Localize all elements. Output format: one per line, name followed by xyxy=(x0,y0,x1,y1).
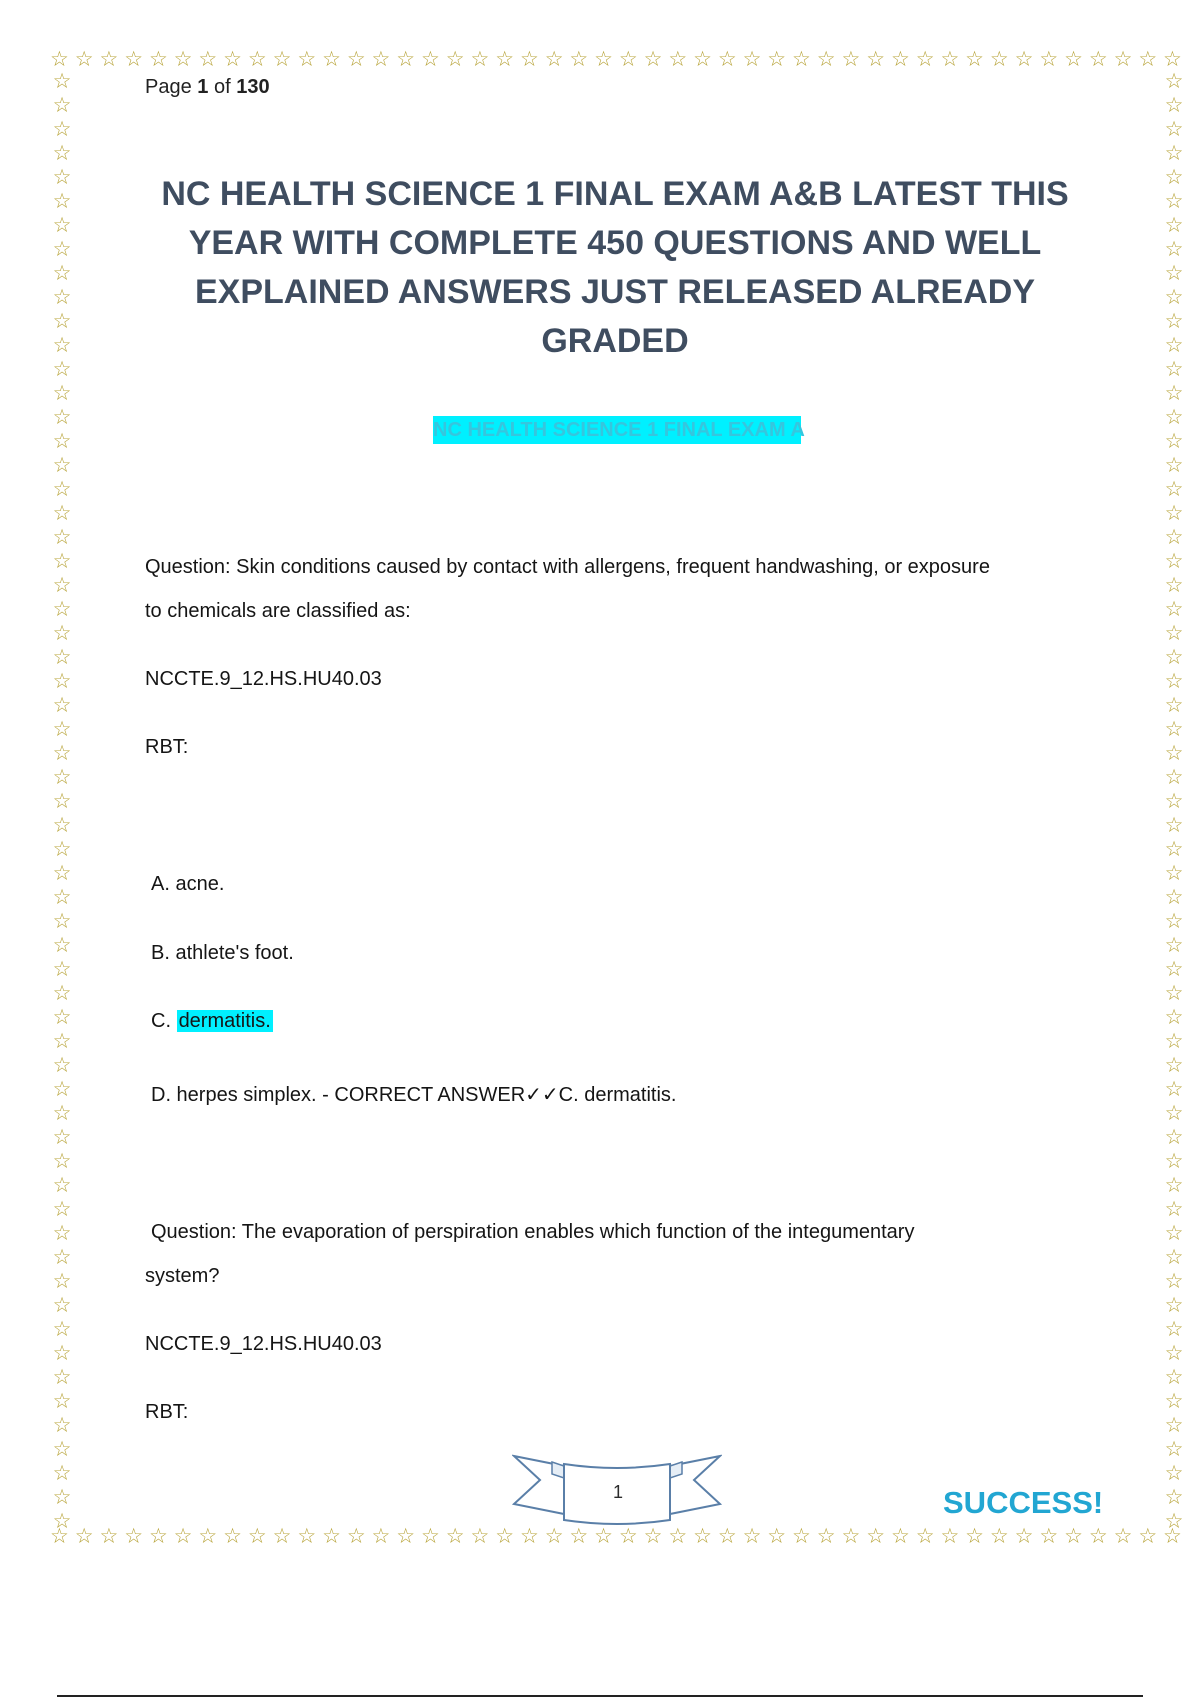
star-outline-icon xyxy=(421,1525,440,1549)
star-outline-icon xyxy=(1039,1525,1058,1549)
star-outline-icon xyxy=(53,454,72,478)
success-label: SUCCESS! xyxy=(943,1485,1104,1520)
star-outline-icon xyxy=(149,48,168,72)
star-outline-icon xyxy=(53,94,72,118)
star-outline-icon xyxy=(75,48,94,72)
star-outline-icon xyxy=(53,358,72,382)
star-outline-icon xyxy=(446,48,465,72)
star-outline-icon xyxy=(1165,1054,1184,1078)
star-outline-icon xyxy=(1165,478,1184,502)
question-1-option-b: B. athlete's foot. xyxy=(151,942,294,964)
star-outline-icon xyxy=(1165,1510,1184,1534)
star-outline-icon xyxy=(53,478,72,502)
star-outline-icon xyxy=(421,48,440,72)
star-outline-icon xyxy=(1165,1174,1184,1198)
star-outline-icon xyxy=(545,48,564,72)
star-outline-icon xyxy=(842,1525,861,1549)
star-outline-icon xyxy=(53,142,72,166)
star-outline-icon xyxy=(53,1366,72,1390)
star-outline-icon xyxy=(53,1126,72,1150)
star-outline-icon xyxy=(297,1525,316,1549)
star-outline-icon xyxy=(569,48,588,72)
star-outline-icon xyxy=(1165,1102,1184,1126)
star-outline-icon xyxy=(53,310,72,334)
question-2-line-1: Question: The evaporation of perspiration enables which function of the integumentary xyxy=(151,1221,915,1243)
star-outline-icon xyxy=(594,1525,613,1549)
star-outline-icon xyxy=(1165,454,1184,478)
star-outline-icon xyxy=(1015,48,1034,72)
star-outline-icon xyxy=(1064,1525,1083,1549)
star-outline-icon xyxy=(1165,958,1184,982)
star-outline-icon xyxy=(53,862,72,886)
star-outline-icon xyxy=(619,48,638,72)
section-heading: NC HEALTH SCIENCE 1 FINAL EXAM A xyxy=(433,416,801,444)
star-outline-icon xyxy=(53,1270,72,1294)
star-outline-icon xyxy=(1165,1222,1184,1246)
star-outline-icon xyxy=(53,766,72,790)
star-outline-icon xyxy=(1165,694,1184,718)
star-outline-icon xyxy=(545,1525,564,1549)
star-outline-icon xyxy=(53,526,72,550)
star-outline-icon xyxy=(743,1525,762,1549)
star-outline-icon xyxy=(1165,934,1184,958)
star-outline-icon xyxy=(53,910,72,934)
star-outline-icon xyxy=(53,118,72,142)
star-outline-icon xyxy=(520,1525,539,1549)
star-outline-icon xyxy=(866,48,885,72)
star-outline-icon xyxy=(53,670,72,694)
star-outline-icon xyxy=(53,838,72,862)
star-outline-icon xyxy=(248,48,267,72)
star-outline-icon xyxy=(53,622,72,646)
star-outline-icon xyxy=(842,48,861,72)
star-outline-icon xyxy=(53,1438,72,1462)
star-outline-icon xyxy=(1039,48,1058,72)
star-outline-icon xyxy=(1089,1525,1108,1549)
star-outline-icon xyxy=(644,48,663,72)
star-outline-icon xyxy=(53,886,72,910)
star-outline-icon xyxy=(53,1390,72,1414)
star-outline-icon xyxy=(53,502,72,526)
star-outline-icon xyxy=(1165,718,1184,742)
star-outline-icon xyxy=(53,1006,72,1030)
star-outline-icon xyxy=(1015,1525,1034,1549)
star-outline-icon xyxy=(1165,1198,1184,1222)
star-outline-icon xyxy=(866,1525,885,1549)
star-outline-icon xyxy=(1165,1246,1184,1270)
star-outline-icon xyxy=(1165,1150,1184,1174)
option-c-highlighted-answer: dermatitis. xyxy=(178,1010,271,1032)
star-outline-icon xyxy=(273,48,292,72)
star-outline-icon xyxy=(53,982,72,1006)
star-outline-icon xyxy=(1165,1318,1184,1342)
star-outline-icon xyxy=(792,48,811,72)
star-outline-icon xyxy=(53,1102,72,1126)
star-outline-icon xyxy=(817,48,836,72)
star-outline-icon xyxy=(99,1525,118,1549)
star-outline-icon xyxy=(53,1222,72,1246)
star-outline-icon xyxy=(53,646,72,670)
star-outline-icon xyxy=(53,430,72,454)
star-outline-icon xyxy=(1165,1486,1184,1510)
star-outline-icon xyxy=(1165,742,1184,766)
star-outline-icon xyxy=(792,1525,811,1549)
question-1-option-c xyxy=(151,1007,273,1035)
star-outline-icon xyxy=(1165,550,1184,574)
star-outline-icon xyxy=(124,1525,143,1549)
star-outline-icon xyxy=(940,48,959,72)
star-outline-icon xyxy=(470,48,489,72)
star-outline-icon xyxy=(50,48,69,72)
star-outline-icon xyxy=(990,48,1009,72)
star-outline-icon xyxy=(1165,1366,1184,1390)
star-outline-icon xyxy=(396,48,415,72)
star-outline-icon xyxy=(53,934,72,958)
star-outline-icon xyxy=(743,48,762,72)
star-outline-icon xyxy=(644,1525,663,1549)
star-outline-icon xyxy=(99,48,118,72)
star-outline-icon xyxy=(1165,358,1184,382)
star-outline-icon xyxy=(767,1525,786,1549)
star-outline-icon xyxy=(495,48,514,72)
star-outline-icon xyxy=(53,790,72,814)
star-outline-icon xyxy=(174,48,193,72)
page-word: Page xyxy=(145,76,192,98)
star-outline-icon xyxy=(1165,982,1184,1006)
star-outline-icon xyxy=(1165,1270,1184,1294)
star-outline-icon xyxy=(767,48,786,72)
question-1-line-1: Question: Skin conditions caused by contact with allergens, frequent handwashing, or exposure xyxy=(145,556,990,578)
star-outline-icon xyxy=(1165,862,1184,886)
star-outline-icon xyxy=(1165,70,1184,94)
star-outline-icon xyxy=(1165,118,1184,142)
star-outline-icon xyxy=(718,1525,737,1549)
star-outline-icon xyxy=(198,48,217,72)
star-outline-icon xyxy=(297,48,316,72)
star-outline-icon xyxy=(53,1510,72,1534)
star-outline-icon xyxy=(198,1525,217,1549)
star-outline-icon xyxy=(668,1525,687,1549)
question-1-option-a: A. acne. xyxy=(151,873,225,895)
star-outline-icon xyxy=(53,382,72,406)
star-outline-icon xyxy=(1165,910,1184,934)
star-outline-icon xyxy=(174,1525,193,1549)
star-outline-icon xyxy=(53,1174,72,1198)
star-outline-icon xyxy=(693,48,712,72)
star-outline-icon xyxy=(1165,1438,1184,1462)
star-outline-icon xyxy=(446,1525,465,1549)
option-c-prefix: C. xyxy=(151,1010,171,1032)
border-top xyxy=(50,48,1182,72)
star-outline-icon xyxy=(124,48,143,72)
star-outline-icon xyxy=(1165,1126,1184,1150)
star-outline-icon xyxy=(990,1525,1009,1549)
star-outline-icon xyxy=(396,1525,415,1549)
star-outline-icon xyxy=(322,48,341,72)
star-outline-icon xyxy=(273,1525,292,1549)
star-outline-icon xyxy=(891,48,910,72)
star-outline-icon xyxy=(1138,48,1157,72)
question-1-option-d-answer: D. herpes simplex. - CORRECT ANSWER✓✓C. dermatitis. xyxy=(151,1084,677,1106)
star-outline-icon xyxy=(53,1294,72,1318)
star-outline-icon xyxy=(1165,382,1184,406)
star-outline-icon xyxy=(1165,886,1184,910)
star-outline-icon xyxy=(668,48,687,72)
star-outline-icon xyxy=(569,1525,588,1549)
star-outline-icon xyxy=(1165,238,1184,262)
star-outline-icon xyxy=(223,48,242,72)
star-outline-icon xyxy=(916,48,935,72)
star-outline-icon xyxy=(53,1462,72,1486)
star-outline-icon xyxy=(53,694,72,718)
star-outline-icon xyxy=(965,1525,984,1549)
star-outline-icon xyxy=(1165,1006,1184,1030)
star-outline-icon xyxy=(1165,310,1184,334)
star-outline-icon xyxy=(248,1525,267,1549)
star-outline-icon xyxy=(53,742,72,766)
star-outline-icon xyxy=(53,262,72,286)
star-outline-icon xyxy=(1165,790,1184,814)
star-outline-icon xyxy=(1165,1414,1184,1438)
star-outline-icon xyxy=(1165,574,1184,598)
star-outline-icon xyxy=(1165,526,1184,550)
star-outline-icon xyxy=(1165,1294,1184,1318)
star-outline-icon xyxy=(1165,286,1184,310)
star-outline-icon xyxy=(1165,1078,1184,1102)
question-2-rbt: RBT: xyxy=(145,1401,189,1423)
star-outline-icon xyxy=(1165,1462,1184,1486)
of-word: of xyxy=(213,76,231,98)
star-outline-icon xyxy=(53,958,72,982)
star-outline-icon xyxy=(1165,94,1184,118)
star-outline-icon xyxy=(891,1525,910,1549)
border-bottom xyxy=(50,1525,1182,1549)
star-outline-icon xyxy=(53,550,72,574)
star-outline-icon xyxy=(619,1525,638,1549)
star-outline-icon xyxy=(149,1525,168,1549)
star-outline-icon xyxy=(53,1030,72,1054)
star-outline-icon xyxy=(1165,622,1184,646)
star-outline-icon xyxy=(372,1525,391,1549)
star-outline-icon xyxy=(53,238,72,262)
document-title: NC HEALTH SCIENCE 1 FINAL EXAM A&B LATEST THIS YEAR WITH COMPLETE 450 QUESTIONS AND WELL EXPLAINED ANSWERS JUST RELEASED ALREADY GRADED xyxy=(161,175,1069,360)
star-outline-icon xyxy=(916,1525,935,1549)
star-outline-icon xyxy=(53,1150,72,1174)
question-2-line-2: system? xyxy=(145,1265,220,1287)
star-outline-icon xyxy=(322,1525,341,1549)
star-outline-icon xyxy=(53,1198,72,1222)
star-outline-icon xyxy=(1165,1030,1184,1054)
star-outline-icon xyxy=(1165,670,1184,694)
star-outline-icon xyxy=(53,1342,72,1366)
star-outline-icon xyxy=(53,166,72,190)
star-outline-icon xyxy=(1165,598,1184,622)
star-outline-icon xyxy=(718,48,737,72)
bottom-divider xyxy=(57,1695,1143,1697)
star-outline-icon xyxy=(1165,166,1184,190)
star-outline-icon xyxy=(53,286,72,310)
star-outline-icon xyxy=(1165,262,1184,286)
star-outline-icon xyxy=(75,1525,94,1549)
star-outline-icon xyxy=(1165,430,1184,454)
star-outline-icon xyxy=(520,48,539,72)
current-page: 1 xyxy=(197,76,209,98)
star-outline-icon xyxy=(1165,1342,1184,1366)
star-outline-icon xyxy=(347,1525,366,1549)
total-pages: 130 xyxy=(236,76,270,98)
star-outline-icon xyxy=(223,1525,242,1549)
question-1-rbt: RBT: xyxy=(145,736,189,758)
star-outline-icon xyxy=(965,48,984,72)
star-outline-icon xyxy=(53,1078,72,1102)
star-outline-icon xyxy=(53,1054,72,1078)
star-outline-icon xyxy=(693,1525,712,1549)
star-outline-icon xyxy=(53,406,72,430)
star-outline-icon xyxy=(1114,1525,1133,1549)
question-1-standard: NCCTE.9_12.HS.HU40.03 xyxy=(145,668,382,690)
star-outline-icon xyxy=(1165,502,1184,526)
star-outline-icon xyxy=(470,1525,489,1549)
star-outline-icon xyxy=(1089,48,1108,72)
star-outline-icon xyxy=(53,1414,72,1438)
star-outline-icon xyxy=(53,718,72,742)
star-outline-icon xyxy=(1165,142,1184,166)
star-outline-icon xyxy=(817,1525,836,1549)
star-outline-icon xyxy=(495,1525,514,1549)
star-outline-icon xyxy=(1064,48,1083,72)
star-outline-icon xyxy=(594,48,613,72)
star-outline-icon xyxy=(1165,214,1184,238)
star-outline-icon xyxy=(1165,406,1184,430)
star-outline-icon xyxy=(53,1246,72,1270)
star-outline-icon xyxy=(53,574,72,598)
star-outline-icon xyxy=(53,214,72,238)
star-outline-icon xyxy=(53,70,72,94)
star-outline-icon xyxy=(1165,838,1184,862)
border-right xyxy=(1162,70,1186,1510)
star-outline-icon xyxy=(53,190,72,214)
star-outline-icon xyxy=(1165,334,1184,358)
star-outline-icon xyxy=(1165,646,1184,670)
star-outline-icon xyxy=(1165,814,1184,838)
border-left xyxy=(50,70,74,1510)
footer-page-number: 1 xyxy=(612,1482,623,1502)
page-number xyxy=(145,76,270,99)
star-outline-icon xyxy=(53,814,72,838)
star-outline-icon xyxy=(1165,190,1184,214)
star-outline-icon xyxy=(372,48,391,72)
star-outline-icon xyxy=(53,1318,72,1342)
star-outline-icon xyxy=(1114,48,1133,72)
question-1-line-2: to chemicals are classified as: xyxy=(145,600,411,622)
star-outline-icon xyxy=(940,1525,959,1549)
star-outline-icon xyxy=(1138,1525,1157,1549)
star-outline-icon xyxy=(53,1486,72,1510)
star-outline-icon xyxy=(1165,1390,1184,1414)
question-2-standard: NCCTE.9_12.HS.HU40.03 xyxy=(145,1333,382,1355)
star-outline-icon xyxy=(53,598,72,622)
star-outline-icon xyxy=(347,48,366,72)
star-outline-icon xyxy=(1165,766,1184,790)
star-outline-icon xyxy=(1163,48,1182,72)
star-outline-icon xyxy=(53,334,72,358)
